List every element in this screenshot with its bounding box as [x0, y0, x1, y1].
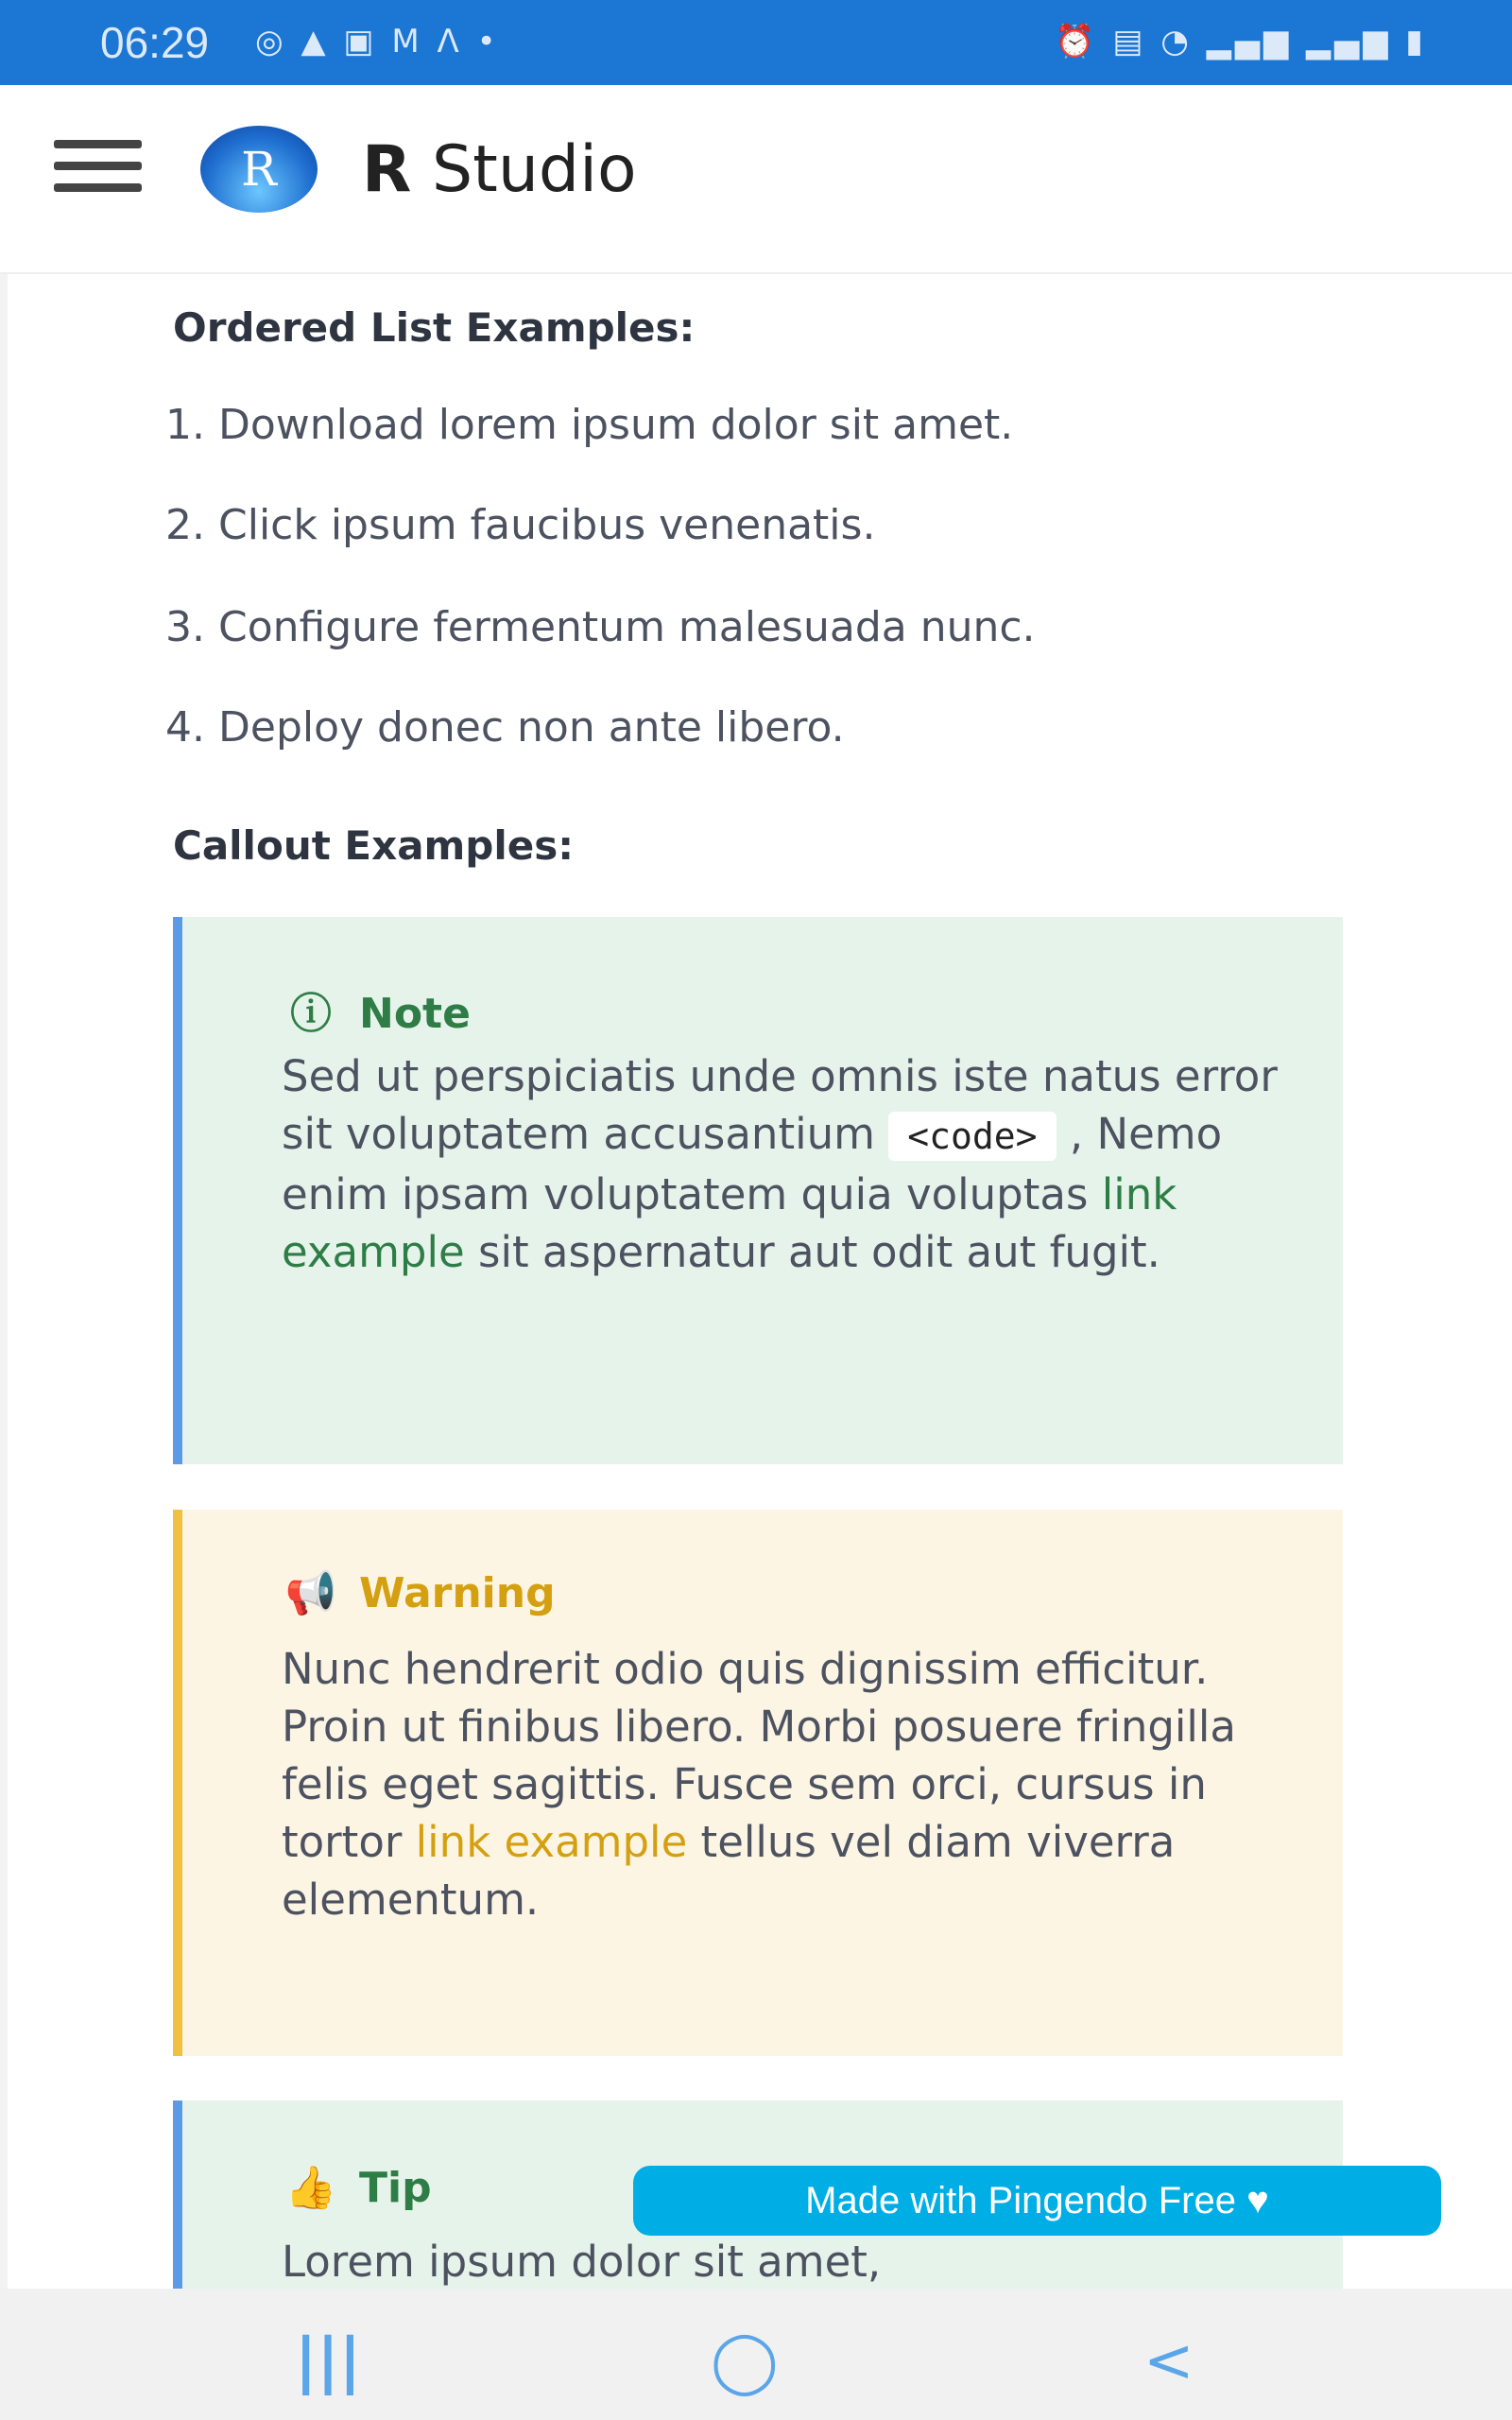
list-number: 3. — [165, 603, 205, 651]
system-icons: ⏰ ▤ ◔ ▂▄▆ ▂▄▆ ▮ — [1055, 23, 1427, 60]
callout-heading: Callout Examples: — [173, 822, 575, 869]
note-callout — [173, 917, 1343, 1464]
list-item — [146, 501, 875, 549]
note-body — [282, 1047, 1283, 1281]
r-logo: R — [200, 126, 318, 213]
thumbs-up-icon: 👍 — [284, 2164, 337, 2212]
list-item — [146, 603, 1036, 651]
list-number: 2. — [165, 501, 205, 549]
note-text: sit aspernatur aut odit aut fugit. — [464, 1227, 1160, 1277]
inline-code: <code> — [888, 1112, 1056, 1161]
note-text: , Nemo enim ipsam voluptatem quia voluptas — [282, 1109, 1223, 1219]
recent-apps-button[interactable]: ||| — [295, 2326, 362, 2396]
note-title — [282, 979, 471, 1040]
android-nav-bar — [0, 2289, 1512, 2420]
list-item — [146, 401, 1013, 449]
warning-text: Nunc hendrerit odio quis dignissim efficitur. Proin ut finibus libero. Morbi posuere fringilla felis eget sagittis. Fusce sem orci, cursus in tortor — [282, 1644, 1236, 1867]
megaphone-icon: 📢 — [284, 1569, 337, 1617]
notification-icons: ◎ ▲ ▣ M Λ • — [255, 23, 500, 60]
back-button[interactable]: < — [1143, 2326, 1194, 2396]
pingendo-label: Made with Pingendo Free — [805, 2180, 1236, 2221]
home-button[interactable]: ◯ — [711, 2326, 779, 2396]
ordered-list-heading: Ordered List Examples: — [173, 304, 696, 351]
pingendo-badge[interactable] — [633, 2166, 1441, 2236]
status-time: 06:29 — [100, 18, 210, 67]
list-text: Configure fermentum malesuada nunc. — [218, 603, 1036, 651]
list-number: 1. — [165, 401, 205, 449]
page-edge — [0, 274, 8, 2289]
list-text: Download lorem ipsum dolor sit amet. — [218, 401, 1014, 449]
warning-text: tellus vel diam viverra elementum. — [282, 1817, 1176, 1925]
warning-title-text: Warning — [359, 1569, 556, 1617]
status-bar — [0, 0, 1512, 85]
list-text: Deploy donec non ante libero. — [218, 703, 845, 752]
brand-title[interactable] — [362, 132, 637, 207]
note-text: Sed ut perspiciatis unde omnis iste natus error sit voluptatem accusantium — [282, 1051, 1278, 1159]
brand-rest: Studio — [411, 132, 637, 207]
tip-body: Lorem ipsum dolor sit amet, — [282, 2237, 882, 2287]
warning-body — [282, 1640, 1283, 1928]
tip-title-text: Tip — [359, 2164, 432, 2212]
warning-link[interactable]: link example — [415, 1817, 688, 1867]
list-text: Click ipsum faucibus venenatis. — [218, 501, 876, 549]
warning-title — [282, 1568, 556, 1617]
warning-callout — [173, 1510, 1343, 2056]
list-item — [146, 703, 845, 752]
info-icon: ⓘ — [290, 990, 332, 1038]
list-number: 4. — [165, 703, 205, 752]
note-link[interactable]: link example — [282, 1169, 1177, 1277]
pingendo-logo-icon: ♥ — [1246, 2180, 1269, 2221]
brand-bold: R — [362, 132, 412, 207]
tip-title — [282, 2163, 432, 2212]
note-title-text: Note — [359, 990, 471, 1038]
hamburger-menu-icon[interactable] — [54, 140, 142, 193]
